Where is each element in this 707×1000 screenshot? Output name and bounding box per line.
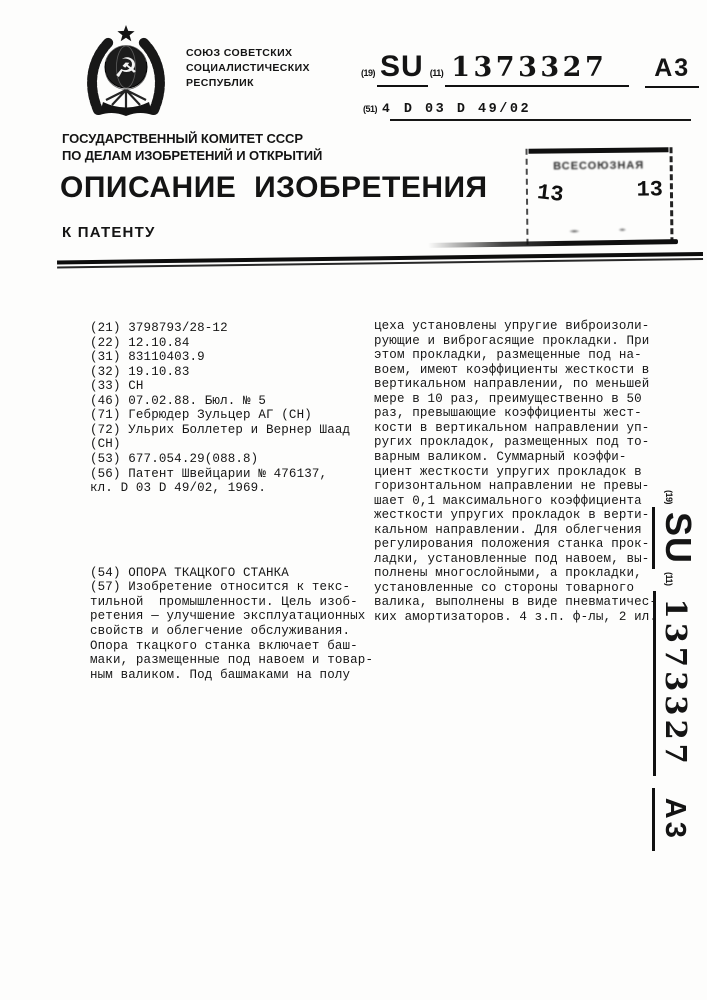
ipc-label: (51) [363, 104, 378, 114]
sidebar-country-code-label: (19) [664, 490, 674, 505]
country-code-label: (19) [361, 68, 376, 78]
stamp-top-bar [529, 147, 669, 153]
block-gap [90, 525, 373, 537]
sidebar-kind-code: A3 [652, 788, 691, 851]
hammer-sickle-icon: ☭ [113, 53, 139, 84]
star-icon [117, 25, 134, 41]
stamp-number-left: 13 [535, 180, 565, 208]
stamp-number-right: 13 [636, 177, 664, 203]
stamp-ink-smudge [562, 227, 632, 235]
registration-stamp [526, 147, 674, 245]
right-column [374, 290, 657, 654]
ussr-coat-of-arms-icon [84, 23, 168, 119]
kind-code: A3 [645, 54, 699, 88]
separator-rule [57, 252, 703, 268]
ipc-row [363, 101, 691, 121]
document-title: ОПИСАНИЕ ИЗОБРЕТЕНИЯ [60, 171, 488, 204]
state-committee-name: ГОСУДАРСТВЕННЫЙ КОМИТЕТ СССР ПО ДЕЛАМ ИЗОБРЕТЕНИЙ И ОТКРЫТИЙ [62, 131, 323, 163]
sidebar-doc-number: 1373327 [653, 591, 693, 776]
union-name: СОЮЗ СОВЕТСКИХ СОЦИАЛИСТИЧЕСКИХ РЕСПУБЛИК [186, 47, 310, 89]
ipc-edition: 4 [382, 101, 390, 116]
stamp-org-text: ВСЕСОЮЗНАЯ [553, 159, 645, 173]
bibliography-block: (21) 3798793/28-12 (22) 12.10.84 (31) 83110403.9 (32) 19.10.83 (33) CH (46) 07.02.88. Бюл. № 5 (71) Гебрюдер Зульцер АГ (CH) (72) Ульрих Боллетер и Вернер Шаад (CH) (53) 677.054.29(088.8) (56) Патент Швейцарии № 476137, кл. D 03 D 49/02, 1969. [90, 321, 351, 496]
country-code: SU [377, 50, 428, 87]
sidebar-country-code: SU [652, 507, 699, 569]
publication-number-row [361, 50, 699, 88]
abstract-left-block: (54) ОПОРА ТКАЦКОГО СТАНКА (57) Изобретение относится к текс- тильной промышленности. Цель изоб- ретения — улучшение эксплуатационных свойств и облегчение обслуживания. Опора ткацкого станка включает баш- маки, размещенные под навоем и товар- ным валиком. Под башмаками на полу [90, 565, 374, 682]
document-subtitle: К ПАТЕНТУ [62, 224, 156, 241]
abstract-right-block: цеха установлены упругие виброизоли- рующие и виброгасящие прокладки. При этом прокладки, размещенные под на- воем, имеют коэффициенты жесткости в вертикальном направлении, по меньшей мере в 10 раз, преимущественно в 50 раз, превышающие коэффициенты жест- кости в вертикальном направлении уп- ругих прокладок, размещенных под то- варным валиком. Суммарный коэффи- циент жесткости упругих прокладок в горизонтальном направлении не превы- шает 0,1 максимального коэффициента жесткости упругих прокладок в верти- кальном направлении. Для облегчения регулирования положения станка прок- ладки, установленные под навоем, вы- полнены многослойными, а прокладки, установленные со стороны товарного валика, выполнены в виде пневматичес- ких амортизаторов. 4 з.п. ф-лы, 2 ил. [374, 319, 658, 625]
sidebar-doc-number-label: (11) [664, 572, 674, 586]
ipc-classification: D 03 D 49/02 [390, 102, 691, 121]
doc-number-label: (11) [429, 68, 444, 78]
vertical-doc-id [647, 487, 699, 841]
doc-number: 1373327 [445, 52, 629, 87]
left-column [90, 292, 373, 711]
ink-smear-line [428, 239, 678, 248]
